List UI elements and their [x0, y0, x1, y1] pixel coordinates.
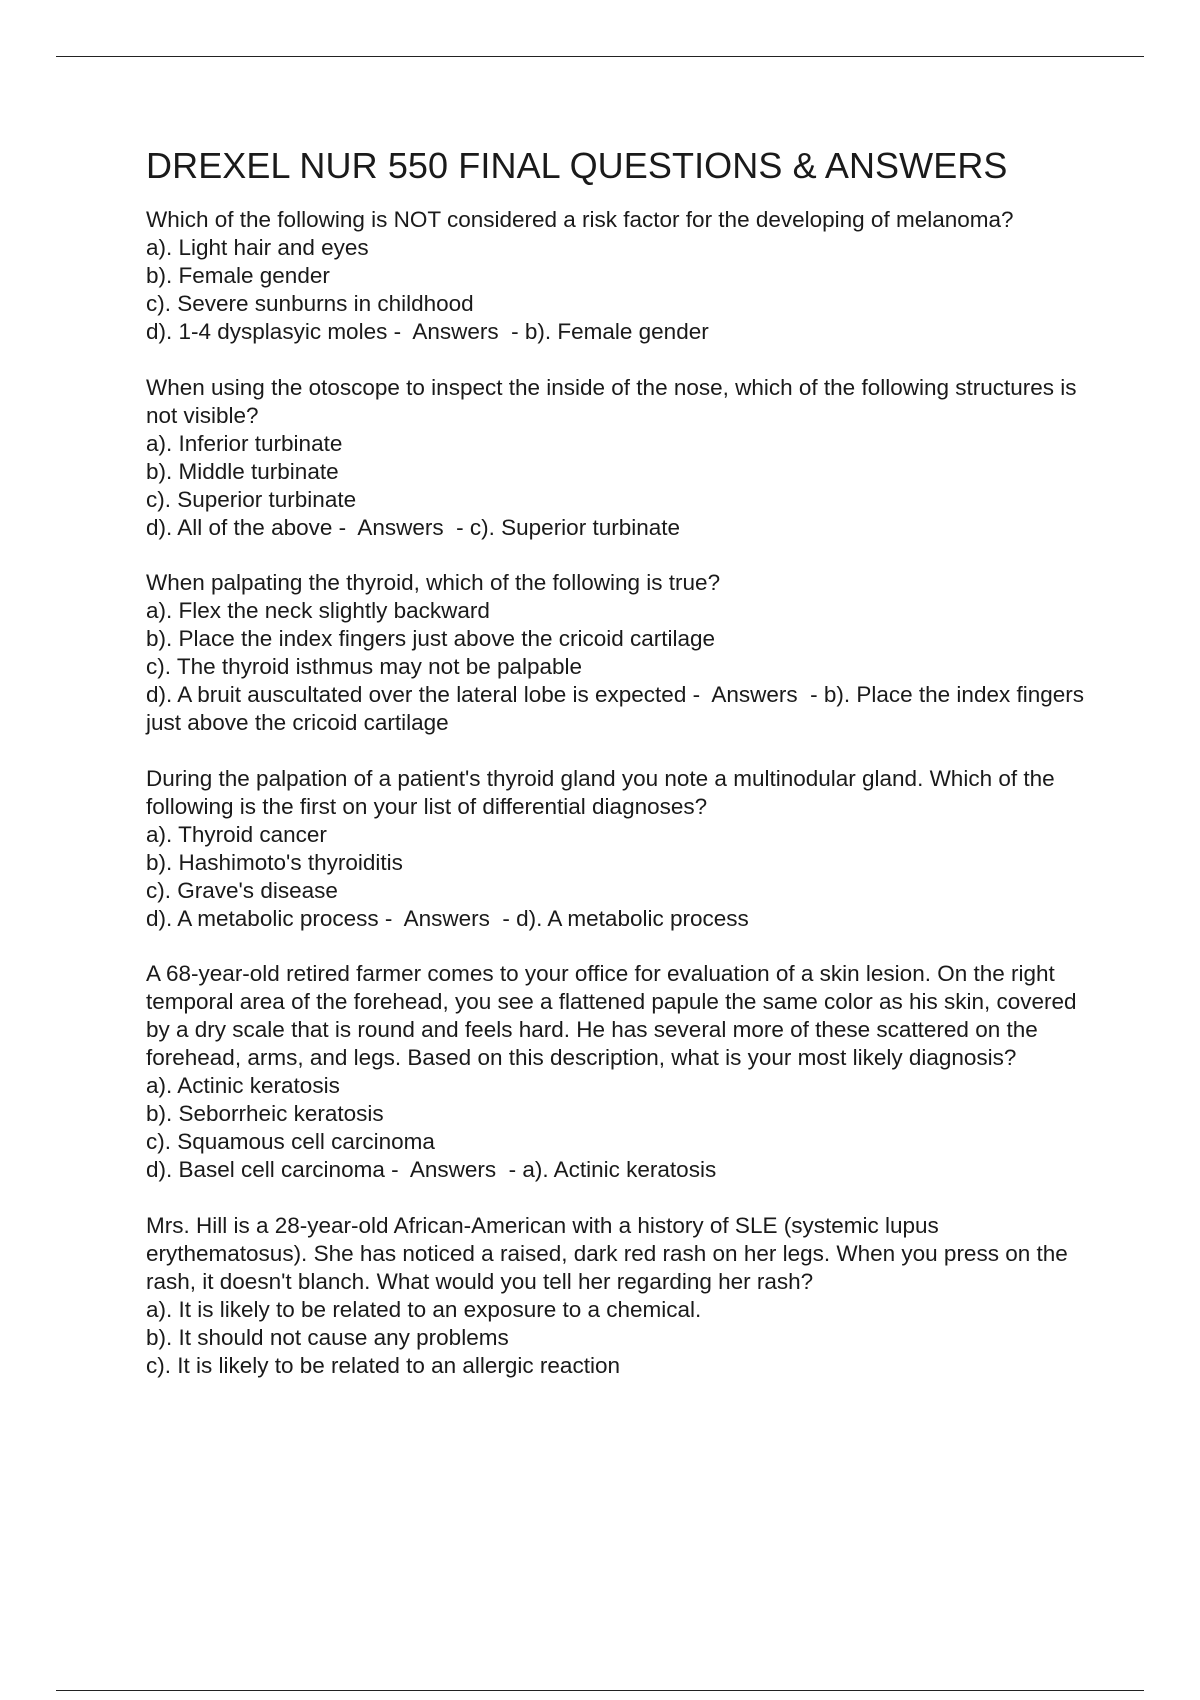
question-block	[146, 765, 1086, 933]
option-c: c). Grave's disease	[146, 877, 338, 903]
option-b: b). Hashimoto's thyroiditis	[146, 849, 403, 875]
question-block	[146, 960, 1086, 1184]
question-stem: During the palpation of a patient's thyroid gland you note a multinodular gland. Which of the following is the first on your list of differential diagnoses?	[146, 765, 1061, 819]
option-b: b). Middle turbinate	[146, 458, 339, 484]
bottom-divider	[56, 1690, 1144, 1691]
option-a: a). Light hair and eyes	[146, 235, 369, 260]
option-a: a). Thyroid cancer	[146, 821, 327, 847]
question-block	[146, 569, 1091, 737]
question-block	[146, 1212, 1086, 1380]
top-divider	[56, 56, 1144, 57]
option-c: c). It is likely to be related to an allergic reaction	[146, 1352, 620, 1378]
option-b: b). It should not cause any problems	[146, 1324, 509, 1350]
option-c: c). Superior turbinate	[146, 486, 357, 512]
option-a: a). Inferior turbinate	[146, 430, 343, 456]
option-c: c). Squamous cell carcinoma	[146, 1129, 435, 1154]
question-stem: A 68-year-old retired farmer comes to your office for evaluation of a skin lesion. On the right temporal area of the forehead, you see a flattened papule the same color as his skin, covered by a dry scale that is round and feels hard. He has several more of these scattered on the forehead, arms, and legs. Based on this description, what is your most likely diagnosis?	[146, 961, 1083, 1070]
option-d-answer: d). Basel cell carcinoma - Answers - a). Actinic keratosis	[146, 1157, 717, 1182]
document-body	[146, 144, 1091, 1407]
question-stem: Mrs. Hill is a 28-year-old African-American with a history of SLE (systemic lupus erythematosus). She has noticed a raised, dark red rash on her legs. When you press on the rash, it doesn't blanch. What would you tell her regarding her rash?	[146, 1212, 1075, 1294]
option-a: a). Flex the neck slightly backward	[146, 598, 490, 623]
option-d-answer: d). 1-4 dysplasyic moles - Answers - b). Female gender	[146, 319, 709, 344]
document-title: DREXEL NUR 550 FINAL QUESTIONS & ANSWERS	[146, 145, 1008, 186]
option-d-answer: d). A bruit auscultated over the lateral lobe is expected - Answers - b). Place the index fingers just above the cricoid cartilage	[146, 682, 1091, 735]
option-c: c). Severe sunburns in childhood	[146, 291, 474, 316]
option-c: c). The thyroid isthmus may not be palpable	[146, 654, 583, 679]
question-stem: When using the otoscope to inspect the inside of the nose, which of the following structures is not visible?	[146, 374, 1083, 428]
question-stem: When palpating the thyroid, which of the following is true?	[146, 570, 721, 595]
question-block	[146, 374, 1086, 542]
question-stem: Which of the following is NOT considered a risk factor for the developing of melanoma?	[146, 207, 1014, 232]
option-d-answer: d). All of the above - Answers - c). Superior turbinate	[146, 514, 681, 540]
question-block	[146, 206, 1086, 346]
option-b: b). Female gender	[146, 263, 330, 288]
option-b: b). Place the index fingers just above the cricoid cartilage	[146, 626, 716, 651]
option-b: b). Seborrheic keratosis	[146, 1101, 384, 1126]
option-a: a). Actinic keratosis	[146, 1073, 340, 1098]
option-d-answer: d). A metabolic process - Answers - d). A metabolic process	[146, 905, 749, 931]
option-a: a). It is likely to be related to an exposure to a chemical.	[146, 1296, 702, 1322]
